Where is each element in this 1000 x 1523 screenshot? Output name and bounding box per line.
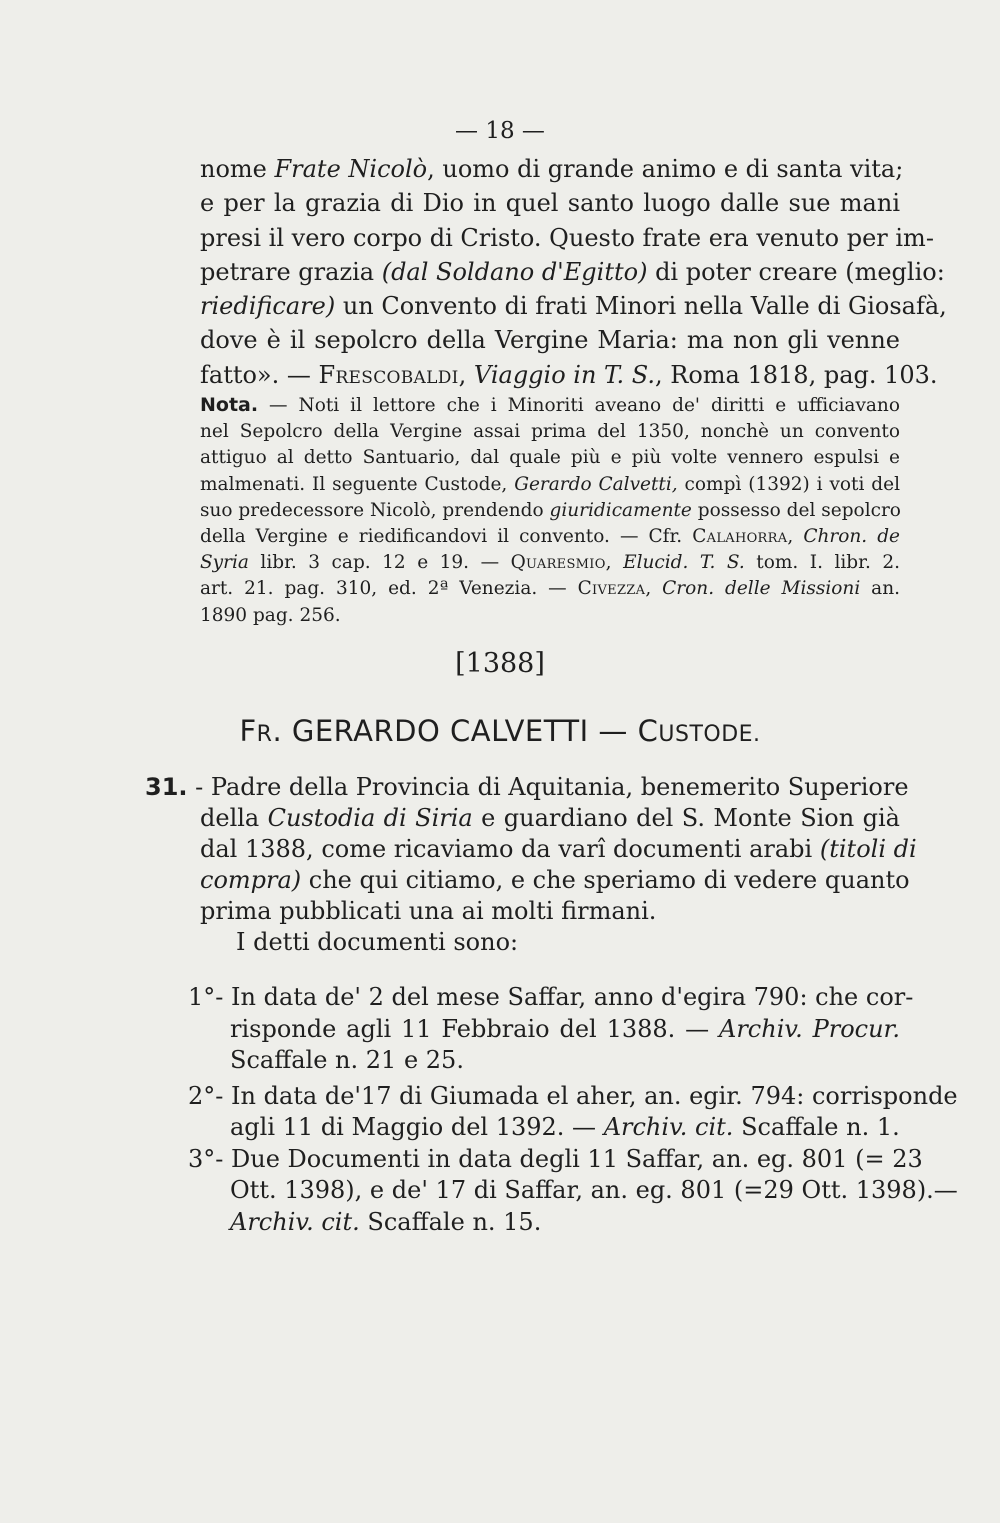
continuation-text: [200, 152, 947, 392]
italic-text: Cron. delle Missioni: [662, 578, 861, 600]
text-line: petrare grazia (dal Soldano d'Egitto) di poter creare (meglio:: [200, 257, 945, 286]
footnote-nota: [200, 392, 900, 629]
italic-text: Archiv. Procur.: [719, 1014, 901, 1043]
document-item: [188, 1081, 958, 1144]
text-line: fatto». — Frescobaldi, Viaggio in T. S., Roma 1818, pag. 103.: [200, 360, 938, 389]
italic-text: compra): [200, 866, 302, 894]
text-line: agli 11 di Maggio del 1392. — Archiv. cit. Scaffale n. 1.: [230, 1113, 900, 1141]
text-line: della Custodia di Siria e guardiano del S. Monte Sion già: [200, 804, 900, 832]
italic-text: (titoli di: [819, 835, 917, 863]
heading-fr-initial: F: [239, 714, 257, 748]
heading-name: . GERARDO CALVETTI —: [272, 714, 638, 748]
text-line: malmenati. Il seguente Custode, Gerardo Calvetti, compì (1392) i voti del: [200, 473, 900, 495]
text-line: 3°- Due Documenti in data degli 11 Saffar, an. eg. 801 (= 23: [188, 1144, 923, 1173]
text-line: Archiv. cit. Scaffale n. 15.: [230, 1207, 542, 1236]
author-name: Frescobaldi: [318, 360, 459, 389]
text-line: risponde agli 11 Febbraio del 1388. — Archiv. Procur.: [230, 1014, 901, 1043]
author-name: Civezza: [577, 578, 646, 600]
heading-custode-initial: C: [637, 714, 659, 748]
text-line: 31. - Padre della Provincia di Aquitania, benemerito Superiore: [145, 773, 909, 801]
page-number: — 18 —: [455, 118, 545, 144]
text-line: e per la grazia di Dio in quel santo luogo dalle sue mani: [200, 189, 900, 218]
italic-text: Chron. de: [803, 526, 900, 548]
author-name: Quaresmio: [510, 552, 606, 574]
italic-text: riedificare): [200, 292, 336, 321]
text-line: art. 21. pag. 310, ed. 2ª Venezia. — Civezza, Cron. delle Missioni an.: [200, 578, 900, 600]
text-line: dal 1388, come ricaviamo da varî documenti arabi (titoli di: [200, 835, 917, 863]
text-line: Ott. 1398), e de' 17 di Saffar, an. eg. 801 (=29 Ott. 1398).—: [230, 1176, 958, 1204]
year-heading: [1388]: [455, 648, 545, 679]
text-line: 1°- In data de' 2 del mese Saffar, anno d'egira 790: che cor-: [188, 983, 914, 1011]
text-line: nel Sepolcro della Vergine assai prima del 1350, nonchè un convento: [200, 421, 900, 443]
section-heading: [0, 714, 1000, 748]
text-line: Syria libr. 3 cap. 12 e 19. — Quaresmio, Elucid. T. S. tom. I. libr. 2.: [200, 552, 900, 574]
text-line: nome Frate Nicolò, uomo di grande animo e di santa vita;: [200, 155, 904, 183]
italic-text: (dal Soldano d'Egitto): [381, 257, 648, 286]
italic-text: Custodia di Siria: [267, 804, 473, 832]
paragraph-31: [145, 772, 917, 958]
text-line: dove è il sepolcro della Vergine Maria: ma non gli venne: [200, 326, 900, 355]
text-line: presi il vero corpo di Cristo. Questo frate era venuto per im-: [200, 223, 934, 252]
text-line: attiguo al detto Santuario, dal quale più e più volte vennero espulsi e: [200, 447, 900, 469]
text-line: della Vergine e riedificandovi il convento. — Cfr. Calahorra, Chron. de: [200, 526, 900, 548]
italic-text: Archiv. cit.: [230, 1207, 360, 1236]
nota-label: Nota.: [200, 394, 259, 416]
text-line: riedificare) un Convento di frati Minori nella Valle di Giosafà,: [200, 292, 947, 321]
text-line: suo predecessore Nicolò, prendendo giuridicamente possesso del sepolcro: [200, 499, 901, 521]
paragraph-number: 31.: [145, 773, 188, 801]
document-item: [188, 1144, 958, 1239]
document-number: 1°-: [188, 983, 224, 1011]
text-line: Scaffale n. 21 e 25.: [230, 1046, 464, 1074]
text-line: I detti documenti sono:: [236, 928, 519, 956]
italic-text: giuridicamente: [549, 499, 692, 521]
italic-text: Frate Nicolò: [274, 155, 428, 183]
text-line: 1890 pag. 256.: [200, 604, 341, 626]
text-line: Nota. — Noti il lettore che i Minoriti aveano de' diritti e ufficiavano: [200, 394, 900, 416]
heading-fr-rest: R: [256, 722, 273, 747]
text-line: prima pubblicati una ai molti firmani.: [200, 897, 657, 925]
documents-list: [188, 982, 958, 1238]
italic-text: Elucid. T. S.: [623, 552, 745, 574]
italic-text: Viaggio in T. S.: [473, 360, 656, 389]
author-name: Calahorra: [692, 526, 788, 548]
document-number: 3°-: [188, 1144, 224, 1173]
text-line: 2°- In data de'17 di Giumada el aher, an. egir. 794: corrisponde: [188, 1081, 958, 1110]
document-number: 2°-: [188, 1081, 224, 1110]
document-item: [188, 982, 914, 1077]
text-line: compra) che qui citiamo, e che speriamo di vedere quanto: [200, 866, 910, 894]
italic-text: Archiv. cit.: [603, 1113, 734, 1141]
italic-text: Syria: [200, 552, 249, 574]
italic-text: Gerardo Calvetti,: [514, 473, 678, 495]
heading-custode-rest: USTODE.: [658, 722, 761, 747]
